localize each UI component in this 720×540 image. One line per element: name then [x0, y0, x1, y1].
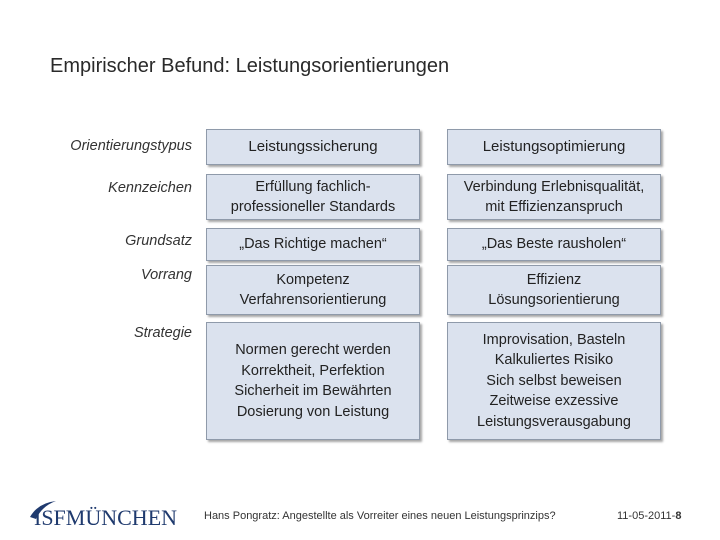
row-label-vorrang: Vorrang	[140, 267, 192, 283]
row-label-orientierungstypus: Orientierungstypus	[70, 138, 192, 154]
cell-strategie-sicherung: Normen gerecht werden Korrektheit, Perfektion Sicherheit im Bewährten Dosierung von Leistung	[206, 322, 420, 440]
cell-grundsatz-sicherung: „Das Richtige machen“	[206, 228, 420, 261]
page-title: Empirischer Befund: Leistungsorientierungen	[50, 55, 450, 77]
cell-kennzeichen-optimierung: Verbindung Erlebnisqualität, mit Effizienzanspruch	[447, 174, 661, 220]
logo-text: ISFMÜNCHEN	[34, 505, 178, 529]
header-leistungssicherung: Leistungssicherung	[206, 129, 420, 165]
row-label-grundsatz: Grundsatz	[125, 233, 192, 249]
cell-grundsatz-optimierung: „Das Beste rausholen“	[447, 228, 661, 261]
cell-kennzeichen-sicherung: Erfüllung fachlich- professioneller Standards	[206, 174, 420, 220]
footer-date	[617, 510, 681, 522]
cell-vorrang-sicherung: Kompetenz Verfahrensorientierung	[206, 265, 420, 315]
row-label-kennzeichen: Kennzeichen	[108, 180, 192, 196]
isf-muenchen-logo	[28, 497, 178, 529]
cell-vorrang-optimierung: Effizienz Lösungsorientierung	[447, 265, 661, 315]
row-label-strategie: Strategie	[133, 325, 192, 341]
header-leistungsoptimierung: Leistungsoptimierung	[447, 129, 661, 165]
footer-citation: Hans Pongratz: Angestellte als Vorreiter eines neuen Leistungsprinzips?	[204, 510, 556, 522]
page-number: 8	[675, 510, 682, 522]
footer-date-text: 11-05-2011-	[617, 510, 676, 522]
cell-strategie-optimierung: Improvisation, Basteln Kalkuliertes Risiko Sich selbst beweisen Zeitweise exzessive Leistungsverausgabung	[447, 322, 661, 440]
